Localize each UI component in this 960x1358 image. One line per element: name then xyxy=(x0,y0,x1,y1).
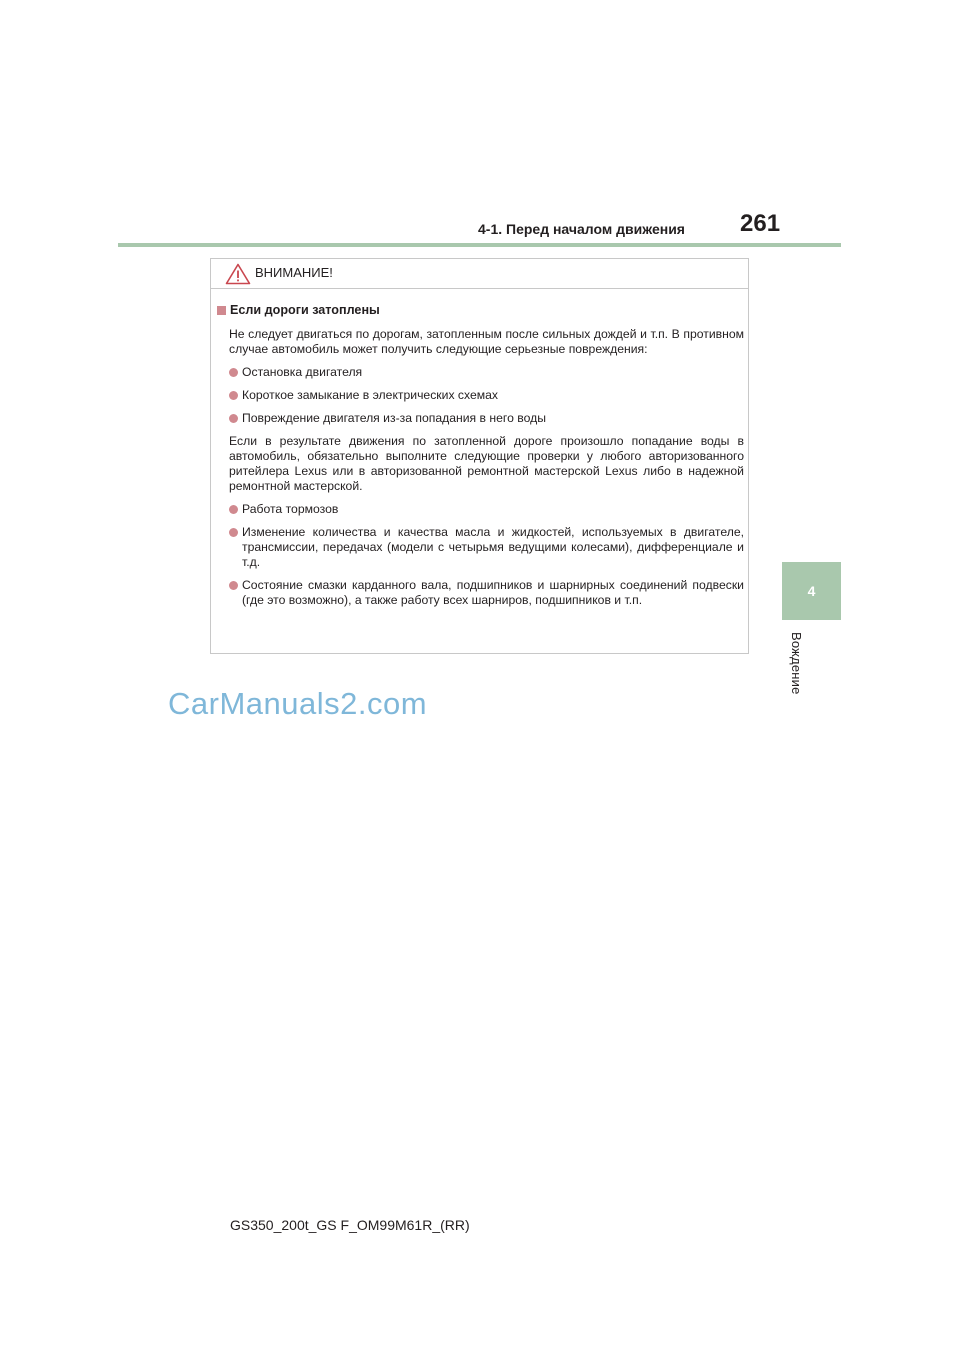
footer-model-code: GS350_200t_GS F_OM99M61R_(RR) xyxy=(230,1217,470,1233)
watermark-link[interactable]: CarManuals2.com xyxy=(168,686,428,721)
square-bullet-icon xyxy=(217,306,226,315)
caution-box xyxy=(210,258,749,654)
bullet-icon xyxy=(229,528,238,537)
list-item xyxy=(229,525,744,570)
caution-heading-text: Если дороги затоплены xyxy=(230,303,380,317)
bullet-icon xyxy=(229,368,238,377)
intro-paragraph: Не следует двигаться по дорогам, затопленным после сильных дождей и т.п. В противном случае автомобиль может получить следующие серьезные повреждения: xyxy=(229,327,744,356)
page-number: 261 xyxy=(740,210,781,237)
list-item-text: Изменение количества и качества масла и жидкостей, используемых в двигателе, трансмиссии, передачах (модели с четырьмя ведущими колесами), дифференциале и т.д. xyxy=(242,525,744,569)
list-item xyxy=(229,388,744,403)
caution-title: ВНИМАНИЕ! xyxy=(255,265,333,280)
section-title: 4-1. Перед началом движения xyxy=(478,221,685,237)
list-item xyxy=(229,502,744,517)
list-item-text: Работа тормозов xyxy=(242,502,339,516)
list-item-text: Повреждение двигателя из-за попадания в него воды xyxy=(242,411,546,425)
caution-content xyxy=(217,303,744,608)
chapter-tab xyxy=(782,562,841,620)
list-item xyxy=(229,578,744,608)
list-item xyxy=(229,365,744,380)
check-paragraph: Если в результате движения по затопленной дороге произошло попадание воды в автомобиль, обязательно выполните следующие проверки у любого авторизованного ритейлера Lexus или в авторизованной ремонтной мастерской Lexus либо в надежной ремонтной мастерской. xyxy=(229,434,744,493)
bullet-icon xyxy=(229,391,238,400)
bullet-icon xyxy=(229,581,238,590)
list-item-text: Короткое замыкание в электрических схемах xyxy=(242,388,499,402)
bullet-icon xyxy=(229,505,238,514)
warning-icon xyxy=(225,263,251,285)
caution-heading xyxy=(217,303,744,319)
bullet-icon xyxy=(229,414,238,423)
list-item-text: Остановка двигателя xyxy=(242,365,363,379)
list-item xyxy=(229,411,744,426)
chapter-label: Вождение xyxy=(789,632,804,695)
header-rule xyxy=(118,243,841,247)
list-item-text: Состояние смазки карданного вала, подшипников и шарнирных соединений подвески (где это возможно), а также работу всех шарниров, подшипников и т.п. xyxy=(242,578,744,607)
caution-header xyxy=(211,259,748,289)
chapter-number: 4 xyxy=(807,583,816,599)
